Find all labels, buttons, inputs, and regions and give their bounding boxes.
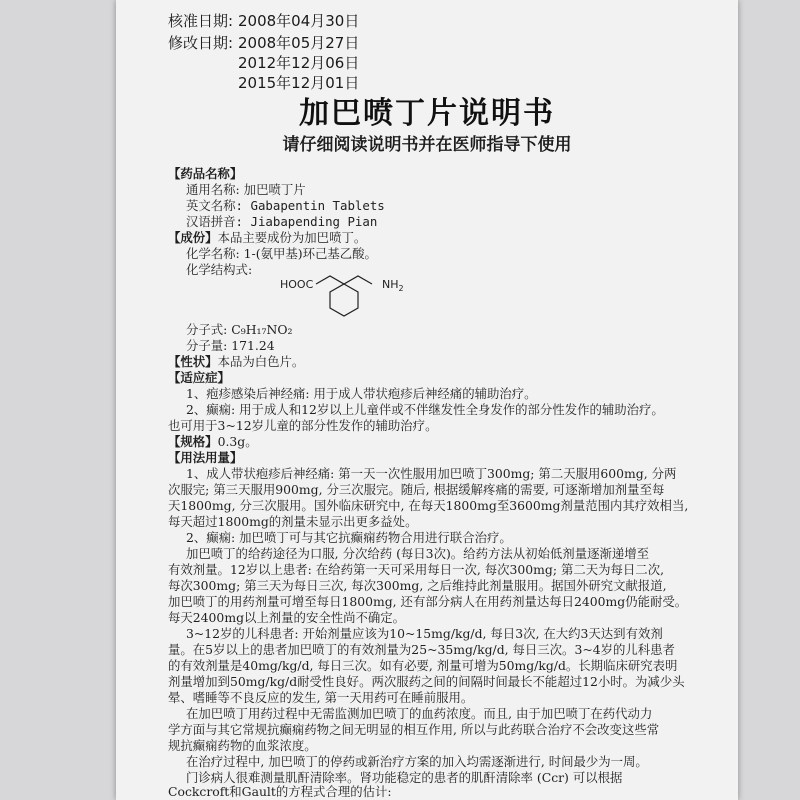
section-character: 【性状】: [168, 354, 218, 369]
section-composition: 【成份】: [168, 230, 218, 245]
approval-date: 2008年04月30日: [238, 12, 360, 30]
section-spec: 【规格】: [168, 434, 218, 449]
dosage-line: 每天2400mg以上剂量的安全性尚不确定。: [168, 610, 406, 625]
dosage-line: 2、癫痫: 加巴喷丁可与其它抗癫痫药物合用进行联合治疗。: [186, 530, 512, 545]
pinyin-name: 汉语拼音: Jiabapending Pian: [186, 214, 378, 229]
structure-label-nh: [382, 278, 404, 293]
generic-name: 通用名称: 加巴喷丁片: [186, 182, 306, 197]
dosage-line: 在加巴喷丁用药过程中无需监测加巴喷丁的血药浓度。而且, 由于加巴喷丁在药代动力: [186, 706, 653, 721]
molecular-formula: 分子式: C₉H₁₇NO₂: [186, 322, 293, 337]
spec-text: 0.3g。: [217, 434, 258, 449]
dosage-line: 规抗癫痫药物的血浆浓度。: [168, 738, 317, 753]
character-row: [168, 354, 304, 370]
structure-label: 化学结构式:: [186, 262, 253, 277]
dosage-line: Cockcroft和Gault的方程式合理的估计:: [168, 784, 392, 799]
section-indications: 【适应症】: [168, 370, 230, 385]
structure-nh: NH: [382, 278, 399, 291]
dosage-line: 学方面与其它常规抗癫痫药物之间无明显的相互作用, 所以与此药联合治疗不会改变这些常: [168, 722, 660, 737]
dosage-line: 加巴喷丁的用药剂量可增至每日1800mg, 还有部分病人在用药剂量达每日2400mg仍能耐受。: [168, 594, 688, 609]
dosage-line: 晕、嗜睡等不良反应的发生, 第一天用药可在睡前服用。: [168, 690, 474, 705]
structure-nh-sub: 2: [398, 284, 404, 293]
dosage-line: 加巴喷丁的给药途径为口服, 分次给药 (每日3次)。给药方法从初始低剂量逐渐递增至: [186, 546, 650, 561]
document-subtitle: 请仔细阅读说明书并在医师指导下使用: [282, 135, 572, 155]
spec-row: [168, 434, 258, 450]
indication-line: 1、疱疹感染后神经痛: 用于成人带状疱疹后神经痛的辅助治疗。: [186, 386, 537, 401]
revision-date-3: 2015年12月01日: [238, 74, 360, 92]
section-dosage: 【用法用量】: [168, 450, 243, 465]
indication-line: 也可用于3~12岁儿童的部分性发作的辅助治疗。: [168, 418, 438, 433]
dosage-line: 量。在5岁以上的患者加巴喷丁的有效剂量为25~35mg/kg/d, 每日三次。3~4岁的儿科患者: [168, 642, 675, 657]
chemical-structure: [276, 272, 436, 328]
revision-date-1: 2008年05月27日: [238, 34, 360, 52]
dosage-line: 3~12岁的儿科患者: 开始剂量应该为10~15mg/kg/d, 每日3次, 在大约3天达到有效剂: [186, 626, 663, 641]
document-title: 加巴喷丁片说明书: [299, 96, 555, 131]
dosage-line: 有效剂量。12岁以上患者: 在给药第一天可采用每日一次, 每次300mg; 第二天为每日二次,: [168, 562, 665, 577]
dosage-line: 天1800mg, 分三次服用。国外临床研究中, 在每天1800mg至3600mg剂量范围内其疗效相当,: [168, 498, 689, 513]
structure-chain-bonds: [316, 276, 372, 284]
dosage-line: 的有效剂量是40mg/kg/d, 每日三次。如有必要, 剂量可增为50mg/kg/d。长期临床研究表明: [168, 658, 678, 673]
indication-line: 2、癫痫: 用于成人和12岁以上儿童伴或不伴继发性全身发作的部分性发作的辅助治疗。: [186, 402, 664, 417]
dosage-line: 在治疗过程中, 加巴喷丁的停药或新治疗方案的加入均需逐渐进行, 时间最少为一周。: [186, 754, 648, 769]
revision-date-row-2: [168, 52, 359, 73]
structure-ring: [330, 284, 358, 316]
character-text: 本品为白色片。: [217, 354, 305, 369]
revision-date-2: 2012年12月06日: [238, 54, 360, 72]
chemical-name: 化学名称: 1-(氨甲基)环己基乙酸。: [186, 246, 377, 261]
composition-row: [168, 230, 366, 246]
molecular-weight: 分子量: 171.24: [186, 338, 275, 353]
dosage-line: 门诊病人很难测量肌酐清除率。肾功能稳定的患者的肌酐清除率 (Ccr) 可以根据: [186, 770, 623, 785]
section-drug-name: 【药品名称】: [168, 166, 243, 181]
dosage-line: 每次300mg; 第三天为每日三次, 每次300mg, 之后维持此剂量服用。据国外研究文献报道,: [168, 578, 667, 593]
revision-date-row: [168, 32, 359, 53]
dosage-line: 1、成人带状疱疹后神经痛: 第一天一次性服用加巴喷丁300mg; 第二天服用600mg, 分两: [186, 466, 677, 481]
dosage-line: 剂量增加到50mg/kg/d耐受性良好。两次服药之间的间隔时间最长不能超过12小时。为减少头: [168, 674, 685, 689]
approval-date-label: 核准日期:: [168, 12, 234, 30]
composition-text: 本品主要成份为加巴喷丁。: [217, 230, 367, 245]
revision-date-label: 修改日期:: [168, 34, 234, 52]
structure-label-hooc: HOOC: [280, 278, 314, 291]
leaflet-page: [116, 0, 738, 800]
english-name: 英文名称: Gabapentin Tablets: [186, 198, 385, 213]
approval-date-row: [168, 10, 359, 31]
dosage-line: 次服完; 第三天服用900mg, 分三次服完。随后, 根据缓解疼痛的需要, 可逐渐增加剂量至每: [168, 482, 665, 497]
dosage-line: 每天超过1800mg的剂量未显示出更多益处。: [168, 514, 418, 529]
